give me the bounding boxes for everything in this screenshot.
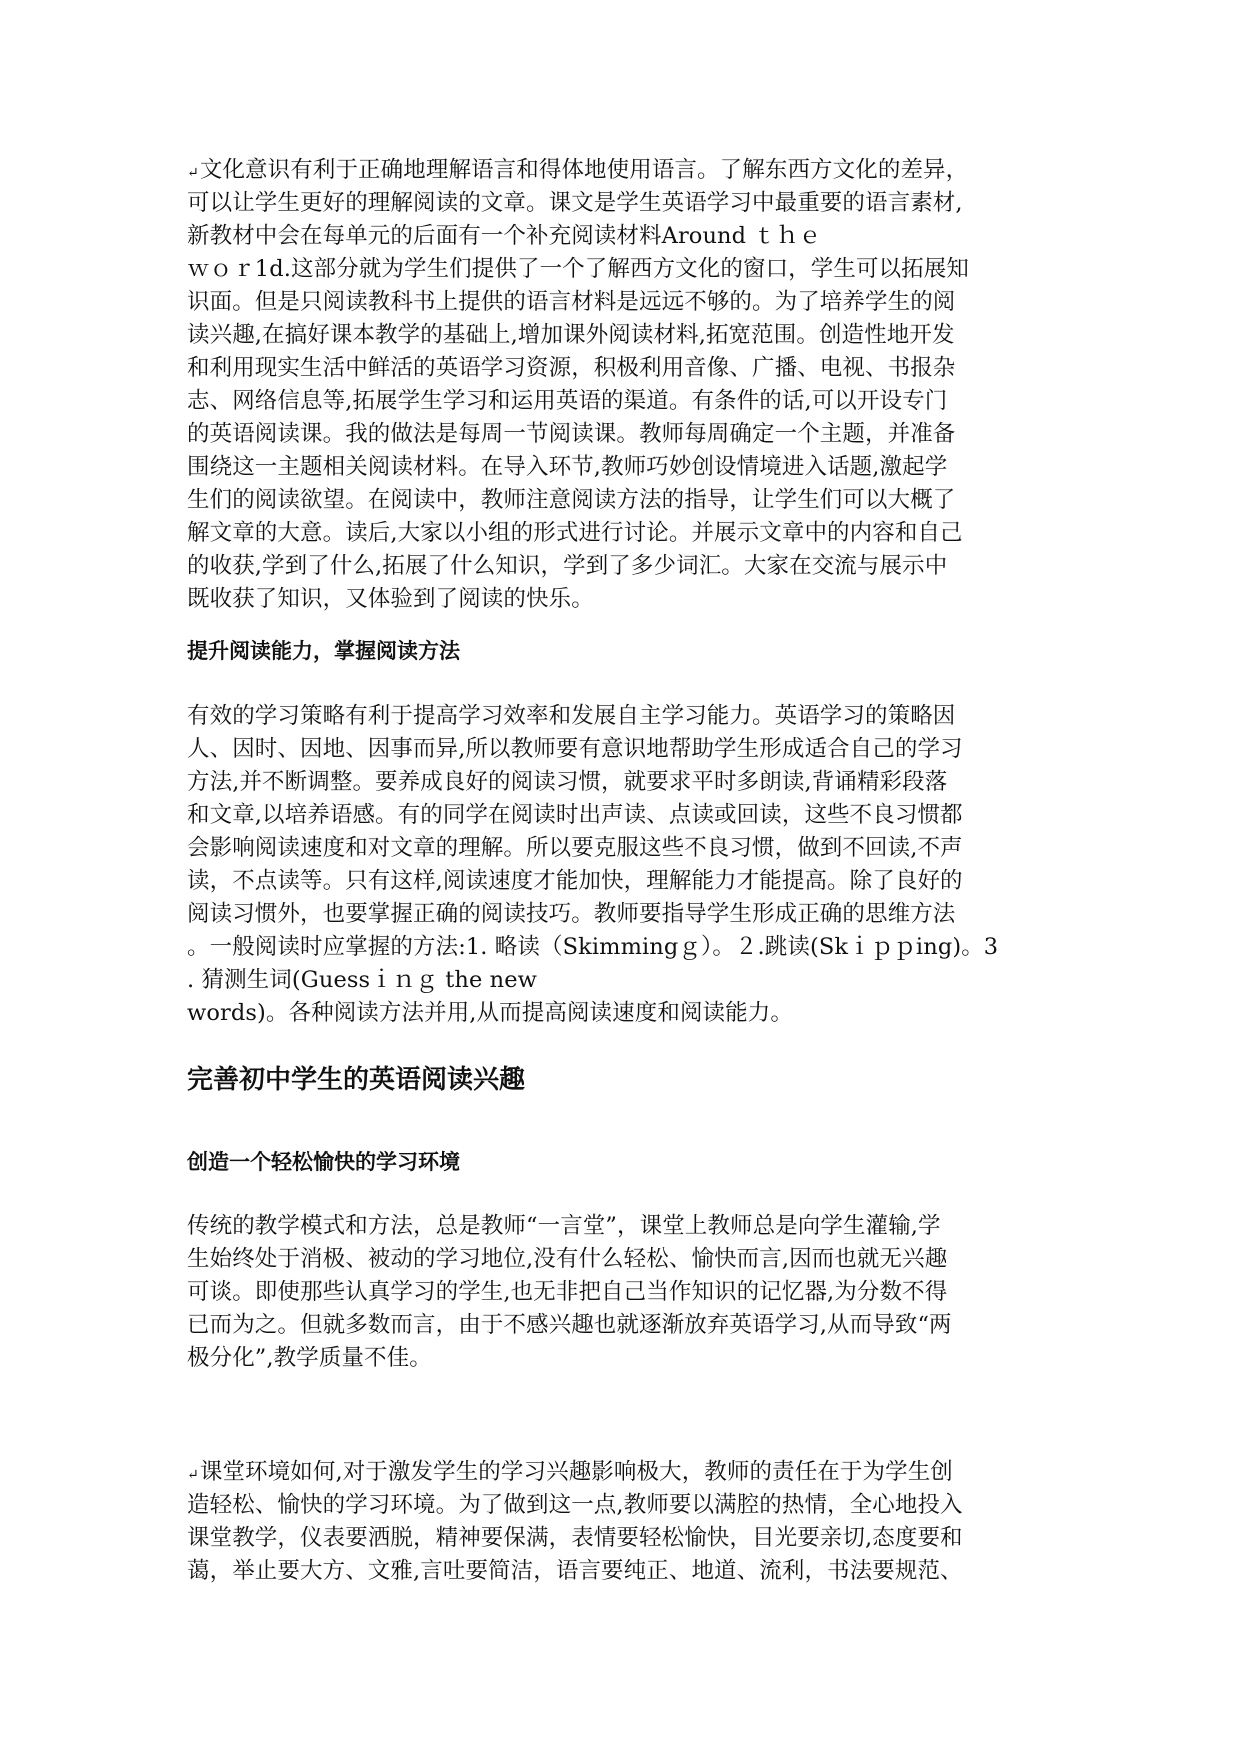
paragraph-line: ↵课堂环境如何,对于激发学生的学习兴趣影响极大，教师的责任在于为学生创 <box>187 1456 1055 1489</box>
paragraph-line: 新教材中会在每单元的后面有一个补充阅读材料Around ｔｈｅ <box>187 223 822 249</box>
paragraph-line: 的英语阅读课。我的做法是每周一节阅读课。教师每周确定一个主题，并准备 <box>187 421 956 447</box>
paragraph-line: 。一般阅读时应掌握的方法:1. 略读（Skimmingｇ）。２.跳读(Skｉｐｐing)。3 <box>187 934 999 960</box>
paragraph-culture <box>187 154 1055 616</box>
paragraph-line: 识面。但是只阅读教科书上提供的语言材料是远远不够的。为了培养学生的阅 <box>187 289 956 315</box>
paragraph-line: 志、网络信息等,拓展学生学习和运用英语的渠道。有条件的话,可以开设专门 <box>187 388 948 414</box>
paragraph-line: 既收获了知识，又体验到了阅读的快乐。 <box>187 586 594 612</box>
paragraph-line: 造轻松、愉快的学习环境。为了做到这一点,教师要以满腔的热情，全心地投入 <box>187 1492 963 1518</box>
paragraph-marker-icon: ↵ <box>187 165 199 181</box>
paragraph-line: 和文章,以培养语感。有的同学在阅读时出声读、点读或回读，这些不良习惯都 <box>187 802 963 828</box>
paragraph-line: 阅读习惯外，也要掌握正确的阅读技巧。教师要指导学生形成正确的思维方法 <box>187 901 956 927</box>
paragraph-line: 已而为之。但就多数而言，由于不感兴趣也就逐渐放弃英语学习,从而导致“两 <box>187 1312 952 1338</box>
paragraph-line: 生始终处于消极、被动的学习地位,没有什么轻松、愉快而言,因而也就无兴趣 <box>187 1246 948 1272</box>
paragraph-line: 可谈。即使那些认真学习的学生,也无非把自己当作知识的记忆器,为分数不得 <box>187 1279 948 1305</box>
paragraph-line: 读兴趣,在搞好课本教学的基础上,增加课外阅读材料,拓宽范围。创造性地开发 <box>187 322 955 348</box>
paragraph-line: 人、因时、因地、因事而异,所以教师要有意识地帮助学生形成适合自己的学习 <box>187 736 963 762</box>
paragraph-strategies <box>187 700 1055 1030</box>
paragraph-line: words)。各种阅读方法并用,从而提高阅读速度和阅读能力。 <box>187 1000 793 1026</box>
section-heading-reading-method: 提升阅读能力，掌握阅读方法 <box>187 639 460 663</box>
paragraph-line: 生们的阅读欲望。在阅读中，教师注意阅读方法的指导，让学生们可以大概了 <box>187 487 956 513</box>
paragraph-line: 解文章的大意。读后,大家以小组的形式进行讨论。并展示文章中的内容和自己 <box>187 520 963 546</box>
paragraph-line: 可以让学生更好的理解阅读的文章。课文是学生英语学习中最重要的语言素材, <box>187 190 963 216</box>
paragraph-line: ｗｏｒ1d.这部分就为学生们提供了一个了解西方文化的窗口，学生可以拓展知 <box>187 256 969 282</box>
paragraph-traditional-teaching <box>187 1210 1055 1375</box>
paragraph-line: 方法,并不断调整。要养成良好的阅读习惯，就要求平时多朗读,背诵精彩段落 <box>187 769 948 795</box>
paragraph-classroom-environment <box>187 1456 1055 1588</box>
section-heading-interest: 完善初中学生的英语阅读兴趣 <box>187 1065 526 1095</box>
paragraph-line: 传统的教学模式和方法，总是教师“一言堂”，课堂上教师总是向学生灌输,学 <box>187 1213 941 1239</box>
paragraph-line: 读，不点读等。只有这样,阅读速度才能加快，理解能力才能提高。除了良好的 <box>187 868 963 894</box>
paragraph-line: 围绕这一主题相关阅读材料。在导入环节,教师巧妙创设情境进入话题,激起学 <box>187 454 948 480</box>
paragraph-line: ↵文化意识有利于正确地理解语言和得体地使用语言。了解东西方文化的差异， <box>187 154 1055 187</box>
paragraph-line: 会影响阅读速度和对文章的理解。所以要克服这些不良习惯，做到不回读,不声 <box>187 835 963 861</box>
paragraph-line: 和利用现实生活中鲜活的英语学习资源，积极利用音像、广播、电视、书报杂 <box>187 355 956 381</box>
paragraph-marker-icon: ↵ <box>187 1467 199 1483</box>
paragraph-line: 有效的学习策略有利于提高学习效率和发展自主学习能力。英语学习的策略因 <box>187 703 956 729</box>
paragraph-line: 的收获,学到了什么,拓展了什么知识，学到了多少词汇。大家在交流与展示中 <box>187 553 948 579</box>
section-heading-environment: 创造一个轻松愉快的学习环境 <box>187 1150 460 1174</box>
paragraph-line: . 猜测生词(Guessｉｎｇ the new <box>187 967 537 993</box>
paragraph-line: 极分化”,教学质量不佳。 <box>187 1345 432 1371</box>
paragraph-line: 课堂教学，仪表要洒脱，精神要保满，表情要轻松愉快，目光要亲切,态度要和 <box>187 1525 963 1551</box>
paragraph-line: 蔼，举止要大方、文雅,言吐要简洁，语言要纯正、地道、流利，书法要规范、 <box>187 1558 963 1584</box>
